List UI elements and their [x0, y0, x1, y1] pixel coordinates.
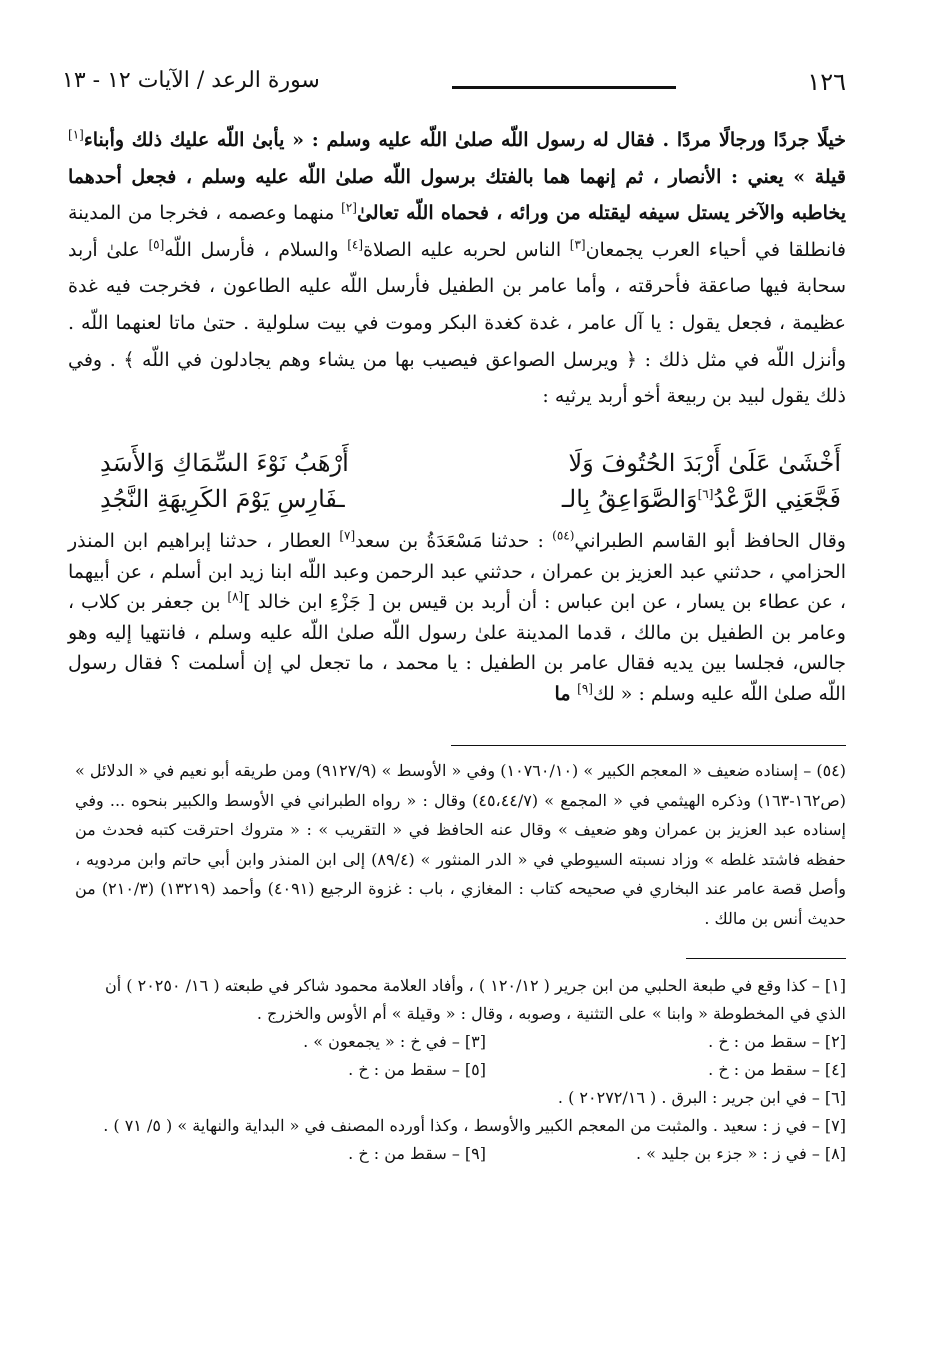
notes-separator [686, 958, 846, 959]
text-segment: ما [554, 682, 578, 705]
text-segment: وقال الحافظ أبو القاسم الطبراني [574, 530, 846, 552]
footnote-marker: [٣] [569, 237, 586, 252]
text-segment: والسلام ، فأرسل اللّه [164, 238, 348, 261]
note-4: [٤] – سقط من : خ . [708, 1060, 846, 1079]
note-row [75, 1056, 846, 1084]
paragraph [68, 526, 846, 709]
hadith-text [68, 526, 846, 709]
text-segment: فَجَّعَنِي الرَّعْدُ [713, 485, 841, 513]
header-rule [452, 86, 676, 89]
poem [100, 445, 841, 517]
note-3: [٣] – في خ : « يجمعون » . [303, 1032, 486, 1051]
note-row [75, 1028, 846, 1056]
footnote-marker: [١] [68, 127, 84, 142]
takhrij-text: (٥٤) – إسناده ضعيف « المعجم الكبير » (١٠٧٦٠/١٠) وفي « الأوسط » (٩١٢٧/٩) ومن طريقه أبو نعيم في « الدلائل » (ص١٦٢-١٦٣) وذكره الهيثمي في « المجمع » (٤٥،٤٤/٧) وقال : « رواه الطبراني في الأوسط والكبير بنحوه ... وفي إسناده عبد العزيز بن عمران وهو ضعيف » وقال عنه الحافظ في « التقريب » : « متروك احترقت كتبه فحدث من حفظه فاشتد غلطه » وزاد نسبته السيوطي في « الدر المنثور » (٨٩/٤) إلى ابن المنذر وابن أبي حاتم وابن مردويه ، وأصل قصة عامر عند البخاري في صحيحه كتاب : المغازي ، باب : غزوة الرجيع (٤٠٩١) وأحمد (١٣٢١٩) (٢١٠/٣) من حديث أنس بن مالك . [75, 761, 847, 928]
footnote-separator [451, 745, 846, 746]
paragraph [68, 122, 846, 415]
text-segment: الناس لحربه عليه الصلاة [363, 238, 570, 261]
text-segment: العطار ، حدثنا إبراهيم ابن المنذر الحزامي ، حدثني عبد العزيز بن عمران ، حدثني عبد الرحمن وعبد اللّه ابنا زيد ابن أسلم ، عن أبيهما ، عن عطاء بن يسار ، عن ابن عباس : أن أربد بن قيس بن [ جَزْءِ ابن خالد ] [68, 530, 846, 613]
note-7: [٧] – في ز : سعيد . والمثبت من المعجم الكبير والأوسط ، وكذا أورده المصنف في « البداية والنهاية » ( ٥/ ٧١ ) . [103, 1116, 846, 1135]
takhrij-note [75, 756, 846, 933]
text-segment: وَالصَّوَاعِقُ بِالـ [561, 485, 698, 513]
footnote-marker: [٤] [347, 237, 364, 252]
hemistich-second: أَرْهَبُ نَوْءَ السِّمَاكِ وَالأَسَدِ [100, 449, 349, 477]
footnote-marker: [٧] [339, 528, 356, 543]
hemistich-first: فَجَّعَنِي الرَّعْدُ[٦]وَالصَّوَاعِقُ بِالـ [562, 481, 841, 517]
page-number: ١٢٦ [807, 68, 846, 96]
text-segment: علىٰ أربد سحابة فيها صاعقة فأحرقته ، وأما عامر بن الطفيل فأرسل اللّه عليه الطاعون ، فخرجت فيه غدة عظيمة ، فجعل يقول : يا آل عامر ، غدة كغدة البكر وموت في بيت سلولية . حتىٰ ماتا لعنهما اللّه . وأنزل اللّه في مثل ذلك : ﴿ ويرسل الصواعق فيصيب بها من يشاء وهم يجادلون في اللّه ﴾ . وفي ذلك يقول لبيد بن ربيعة أخو أربد يرثيه : [68, 238, 846, 408]
editor-notes [75, 972, 846, 1168]
text-segment: خيلًا جردًا ورجالًا مردًا . فقال له رسول اللّه صلىٰ اللّه عليه وسلم : « يأبىٰ اللّه عليك ذلك وأبناء [83, 129, 846, 151]
note-1: [١] – كذا وقع في طبعة الحلبي من ابن جرير ( ١٢٠/١٢ ) ، وأفاد العلامة محمود شاكر في طبعته ( ١٦/ ٢٠٢٥٠ ) أن الذي في المخطوطة « وابنا » على التثنية ، وصوبه ، وقال : « وقيلة » أم الأوس والخزرج . [104, 976, 846, 1023]
verse-1 [100, 445, 841, 481]
running-title: سورة الرعد / الآيات ١٢ - ١٣ [62, 68, 320, 93]
text-segment: منهما وعصمه ، فخرجا من المدينة فانطلقا في أحياء العرب يجمعان [68, 202, 847, 261]
footnote-marker: [٨] [227, 589, 244, 604]
verse-2 [100, 481, 841, 517]
note-6: [٦] – في ابن جرير : البرق . ( ٢٠٢٧٢/١٦ ) . [557, 1088, 846, 1107]
note-2: [٢] – سقط من : خ . [708, 1032, 846, 1051]
footnote-marker: [٥] [148, 237, 165, 252]
text-segment: بن جعفر بن كلاب ، وعامر بن الطفيل بن مالك ، قدما المدينة علىٰ رسول اللّه صلىٰ اللّه عليه وسلم ، فانتهيا إليه وهو جالس، فجلسا بين يديه فقال عامر بن الطفيل : يا محمد ، ما تجعل لي إن أسلمت ؟ فقال رسول اللّه صلىٰ اللّه عليه وسلم : « لك [68, 591, 846, 705]
footnote-marker: (٥٤) [552, 528, 575, 543]
hemistich-first: أَخْشَىٰ عَلَىٰ أَرْبَدَ الحُتُوفَ وَلَا [568, 449, 841, 477]
text-segment: : حدثنا مَسْعَدَةُ بن سعد [355, 530, 553, 552]
text-segment: قيلة » يعني : الأنصار ، ثم إنهما هما بالفتك برسول اللّه صلىٰ اللّه عليه وسلم ، فجعل أحدهما يخاطبه والآخر يستل سيفه ليقتله من ورائه ، فحماه اللّه تعالىٰ [68, 165, 846, 225]
note-row [75, 1140, 846, 1168]
footnote-marker: [٩] [577, 681, 593, 696]
note-5: [٥] – سقط من : خ . [348, 1060, 486, 1079]
note-8: [٨] – في ز : « جزء بن جليد » . [636, 1144, 846, 1163]
hemistich-second: ـفَارِسِ يَوْمَ الكَرِيهَةِ النَّجُدِ [100, 485, 345, 513]
footnote-marker: [٢] [341, 200, 357, 215]
page-header [62, 68, 846, 108]
main-text [68, 122, 846, 415]
note-9: [٩] – سقط من : خ . [348, 1144, 486, 1163]
